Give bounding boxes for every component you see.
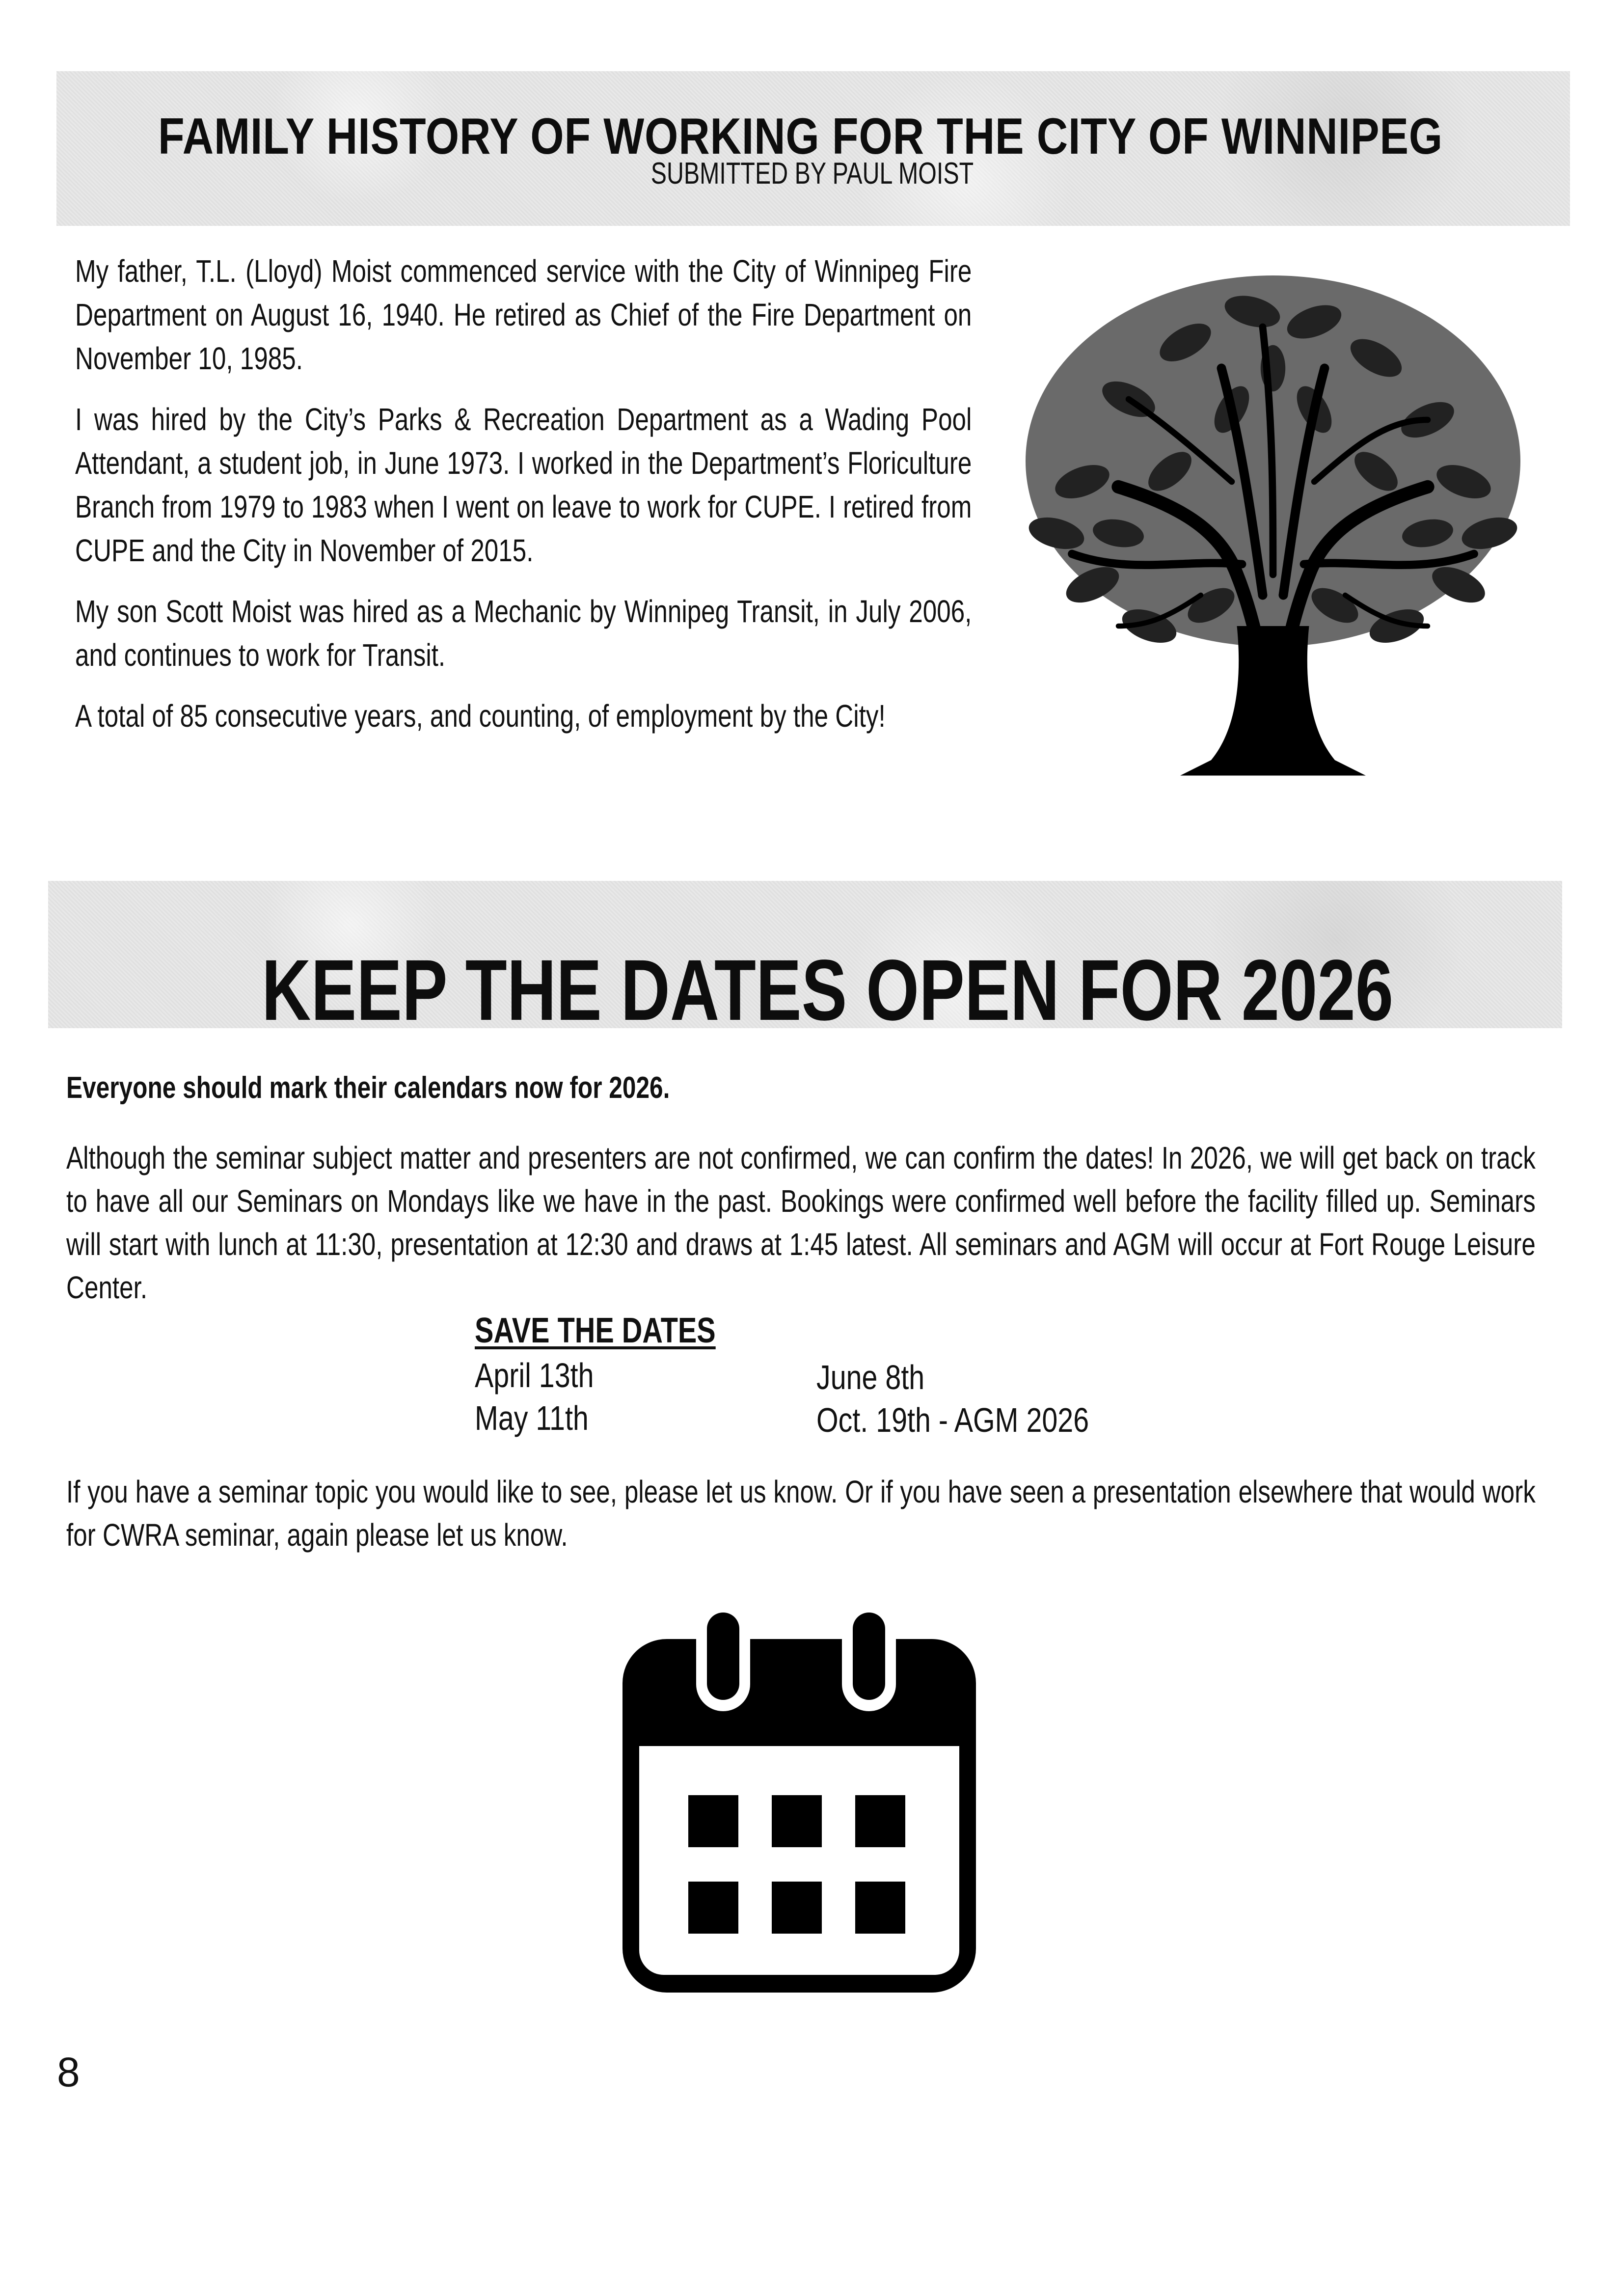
date-item: Oct. 19th - AGM 2026 <box>816 1401 1089 1439</box>
paragraph: A total of 85 consecutive years, and counting, of employment by the City! <box>75 698 886 734</box>
paragraph: My father, T.L. (Lloyd) Moist commenced service with the City of Winnipeg Fire Department on August 16, 1940. He retired as Chief of the Fire Department on November 10, 1985. <box>75 253 972 376</box>
article-body <box>66 1136 1536 1309</box>
paragraph: Although the seminar subject matter and presenters are not confirmed, we can confirm the dates! In 2026, we will get back on track to have all our Seminars on Mondays like we have in the past. Bookings were confirmed well before the facility filled up. Seminars will start with lunch at 11:30, presentation at 12:30 and draws at 1:45 latest. All seminars and AGM will occur at Fort Rouge Leisure Center. <box>66 1140 1536 1305</box>
tree-icon <box>1015 265 1531 781</box>
calendar-icon <box>623 1611 976 1996</box>
article-body <box>75 249 972 755</box>
lead-sentence: Everyone should mark their calendars now for 2026. <box>66 1071 670 1105</box>
byline-text: SUBMITTED BY PAUL MOIST <box>650 157 974 191</box>
date-item: April 13th <box>475 1356 594 1394</box>
byline <box>0 159 1624 189</box>
paragraph: If you have a seminar topic you would like to see, please let us know. Or if you have seen a presentation elsewhere that would work for CWRA seminar, again please let us know. <box>66 1474 1536 1553</box>
date-item: May 11th <box>475 1399 589 1437</box>
date-item: June 8th <box>816 1358 925 1396</box>
closing-paragraph <box>66 1470 1536 1557</box>
save-the-dates-heading: SAVE THE DATES <box>475 1311 716 1350</box>
page-number: 8 <box>57 2049 80 2095</box>
paragraph: I was hired by the City’s Parks & Recreation Department as a Wading Pool Attendant, a student job, in June 1973. I worked in the Department’s Floriculture Branch from 1979 to 1983 when I went on leave to work for CUPE. I retired from CUPE and the City in November of 2015. <box>75 402 972 568</box>
section-title: FAMILY HISTORY OF WORKING FOR THE CITY OF WINNIPEG <box>158 108 1443 165</box>
section-title: KEEP THE DATES OPEN FOR 2026 <box>262 942 1394 1039</box>
paragraph: My son Scott Moist was hired as a Mechanic by Winnipeg Transit, in July 2006, and continues to work for Transit. <box>75 594 972 673</box>
